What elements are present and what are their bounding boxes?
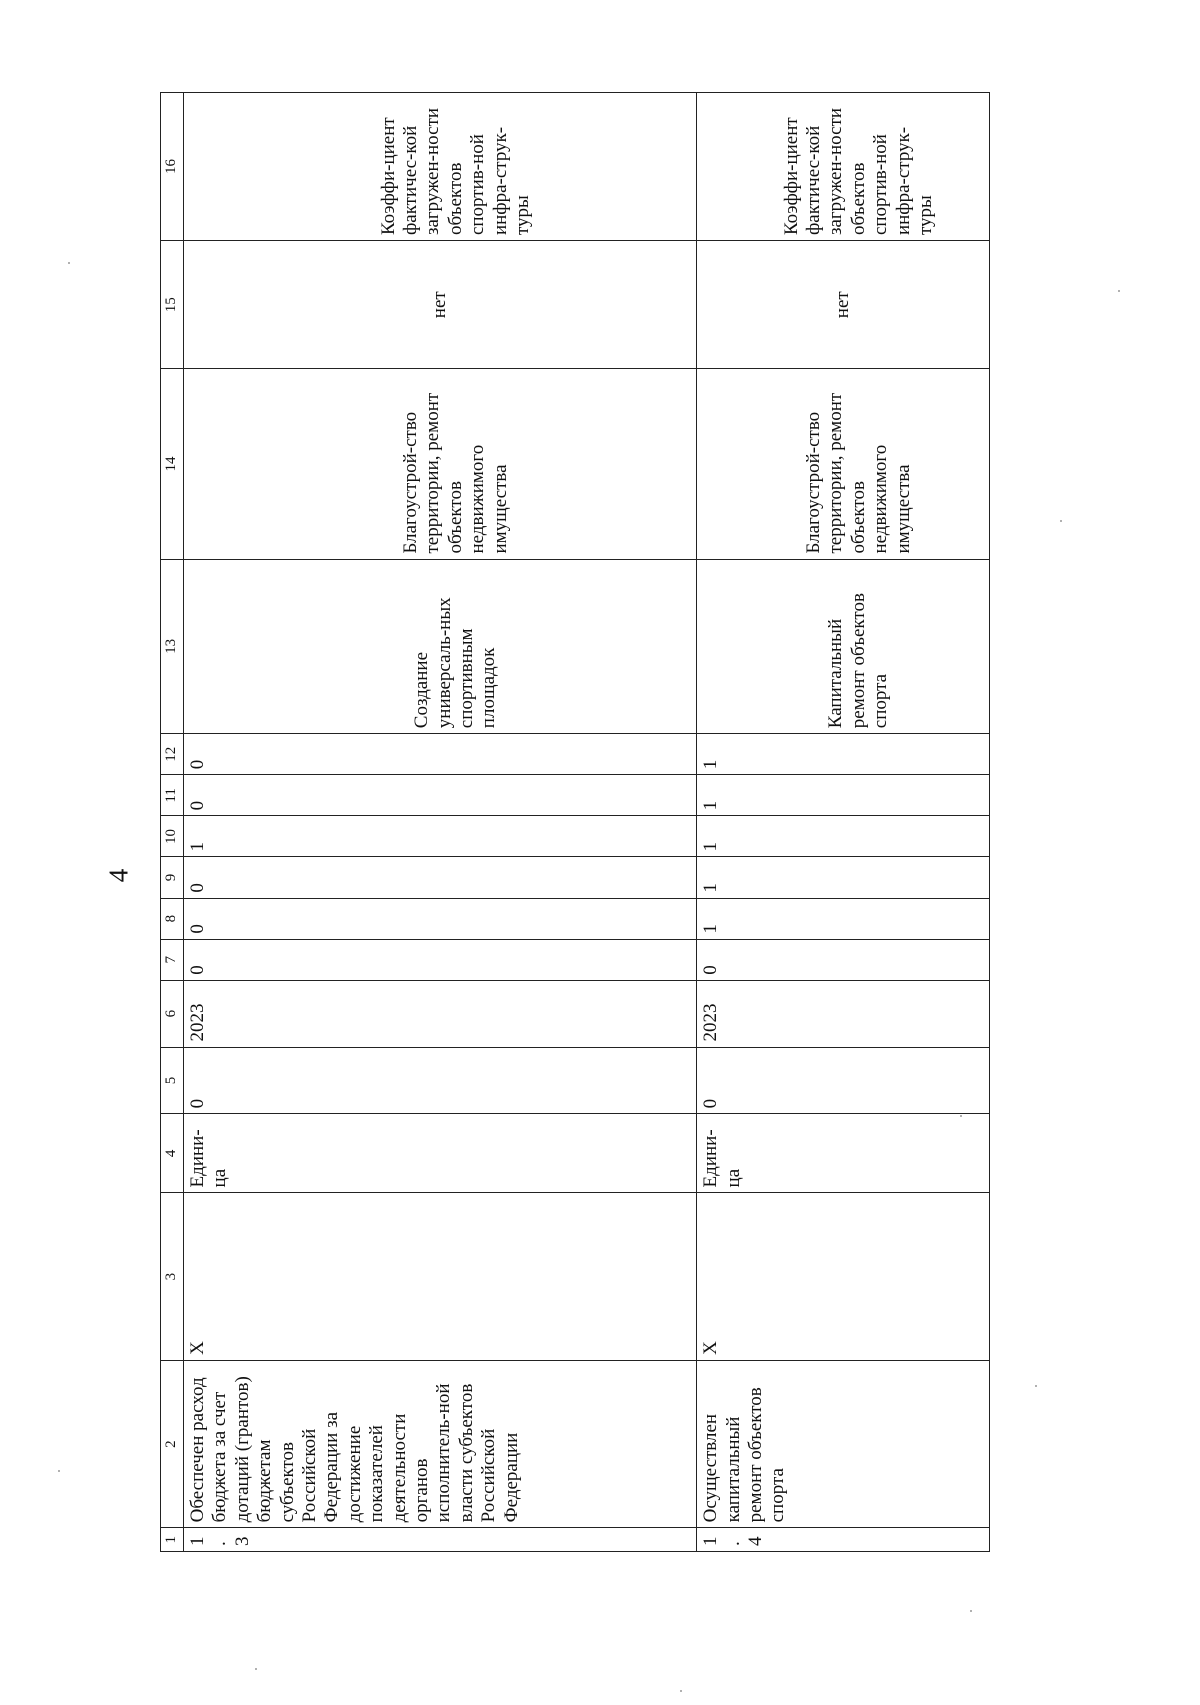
scan-speck <box>255 1668 257 1670</box>
scan-speck <box>58 1470 60 1472</box>
unit-cell: Едини-ца <box>697 1114 990 1193</box>
column-number: 1 <box>161 1528 184 1552</box>
cell-c11: 0 <box>184 775 697 816</box>
cell-c13 <box>697 559 990 734</box>
column-number: 12 <box>161 734 184 775</box>
year-cell: 2023 <box>184 980 697 1047</box>
cell-c5: 0 <box>697 1047 990 1114</box>
scan-speck <box>960 1115 962 1117</box>
unit-cell: Едини-ца <box>184 1114 697 1193</box>
cell-c7: 0 <box>697 939 990 980</box>
column-number: 6 <box>161 980 184 1047</box>
scan-speck <box>1060 520 1062 522</box>
table-row <box>697 93 990 1552</box>
cell-c14 <box>184 369 697 559</box>
column-number: 7 <box>161 939 184 980</box>
cell-c5: 0 <box>184 1047 697 1114</box>
column-number: 5 <box>161 1047 184 1114</box>
column-number-row <box>161 93 184 1552</box>
cell-c9: 1 <box>697 857 990 898</box>
year-cell: 2023 <box>697 980 990 1047</box>
cell-c3: Х <box>697 1193 990 1360</box>
cell-c16 <box>697 93 990 241</box>
cell-c15: нет <box>697 241 990 369</box>
column-number: 15 <box>161 241 184 369</box>
cell-c3: Х <box>184 1193 697 1360</box>
scan-speck <box>1035 1385 1037 1387</box>
scan-speck <box>1118 290 1120 292</box>
column-number: 3 <box>161 1193 184 1360</box>
cell-c14-text: Благоустрой-ство территории, ремонт объектов недвижимого имущества <box>400 392 511 554</box>
cell-c13-text: Создание универсаль-ных спортивным площадок <box>411 597 500 729</box>
cell-c14 <box>697 369 990 559</box>
cell-c8: 0 <box>184 898 697 939</box>
rotated-table-container <box>160 92 990 1552</box>
scan-speck <box>680 1690 682 1692</box>
cell-c12: 0 <box>184 734 697 775</box>
cell-c10: 1 <box>697 816 990 857</box>
column-number: 14 <box>161 369 184 559</box>
scan-speck <box>68 262 70 264</box>
cell-c9: 0 <box>184 857 697 898</box>
column-number: 2 <box>161 1360 184 1527</box>
column-number: 8 <box>161 898 184 939</box>
result-name: Осуществлен капитальный ремонт объектов спорта <box>697 1360 990 1527</box>
page-number: 4 <box>103 868 134 883</box>
column-number: 11 <box>161 775 184 816</box>
indicators-table <box>160 92 990 1552</box>
column-number: 16 <box>161 93 184 241</box>
scan-speck <box>970 1610 972 1612</box>
cell-c16-text: Коэффи-циент фактичес-кой загружен-ности объектов спортив-ной инфра-струк-туры <box>780 107 937 236</box>
result-name: Обеспечен расход бюджета за счет дотаций (грантов) бюджетам субъектов Российской Федерации за достижение показателей деятельности органов исполнитель-ной власти субъектов Российской Федерации <box>184 1360 697 1527</box>
cell-c11: 1 <box>697 775 990 816</box>
cell-c13-text: Капитальный ремонт объектов спорта <box>825 593 892 729</box>
column-number: 10 <box>161 816 184 857</box>
cell-c15: нет <box>184 241 697 369</box>
cell-c16-text: Коэффи-циент фактичес-кой загружен-ности объектов спортив-ной инфра-струк-туры <box>377 107 534 236</box>
table-row <box>184 93 697 1552</box>
cell-c14-text: Благоустрой-ство территории, ремонт объектов недвижимого имущества <box>803 392 914 554</box>
row-number: 1.3 <box>184 1528 697 1552</box>
column-number: 13 <box>161 559 184 734</box>
cell-c13 <box>184 559 697 734</box>
column-number: 4 <box>161 1114 184 1193</box>
cell-c12: 1 <box>697 734 990 775</box>
cell-c10: 1 <box>184 816 697 857</box>
cell-c16 <box>184 93 697 241</box>
row-number: 1.4 <box>697 1528 990 1552</box>
cell-c7: 0 <box>184 939 697 980</box>
cell-c8: 1 <box>697 898 990 939</box>
column-number: 9 <box>161 857 184 898</box>
